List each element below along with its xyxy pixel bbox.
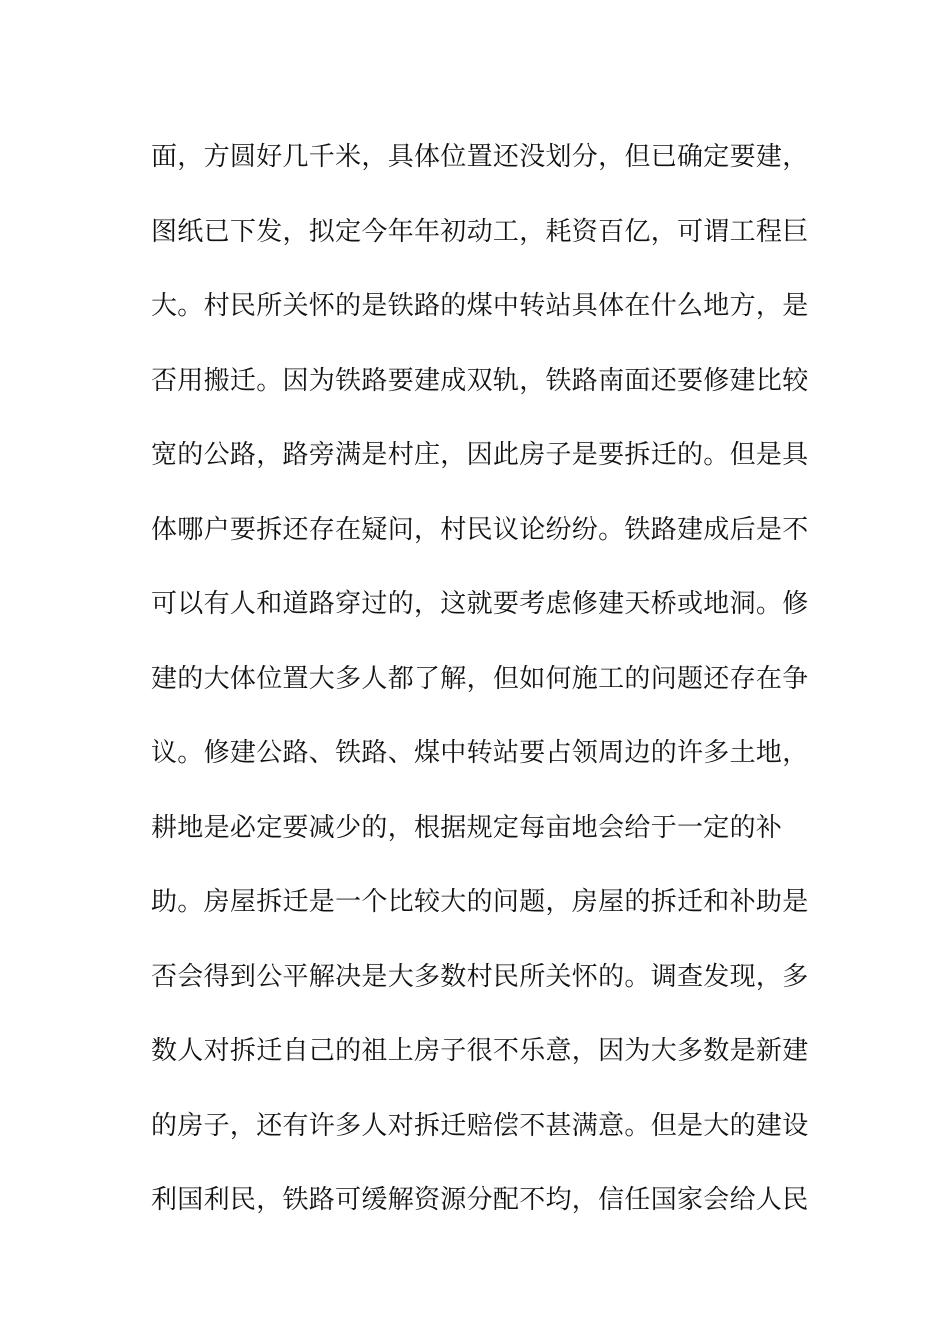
text-line: 的房子，还有许多人对拆迁赔偿不甚满意。但是大的建设	[151, 1110, 809, 1141]
text-line: 图纸已下发，拟定今年年初动工，耗资百亿，可谓工程巨	[151, 216, 809, 247]
text-line: 议。修建公路、铁路、煤中转站要占领周边的许多土地，	[151, 738, 809, 768]
text-line: 宽的公路，路旁满是村庄，因此房子是要拆迁的。但是具	[151, 440, 809, 470]
text-line: 面，方圆好几千米，具体位置还没划分，但已确定要建，	[151, 142, 809, 172]
text-line: 耕地是必定要减少的，根据规定每亩地会给于一定的补	[151, 812, 783, 843]
text-line: 否会得到公平解决是大多数村民所关怀的。调查发现，多	[151, 961, 809, 992]
text-line: 否用搬迁。因为铁路要建成双轨，铁路南面还要修建比较	[151, 365, 809, 396]
text-line: 数人对拆迁自己的祖上房子很不乐意，因为大多数是新建	[151, 1036, 809, 1066]
text-line: 助。房屋拆迁是一个比较大的问题，房屋的拆迁和补助是	[151, 887, 809, 917]
text-line: 大。村民所关怀的是铁路的煤中转站具体在什么地方，是	[151, 291, 809, 321]
text-line: 体哪户要拆还存在疑问，村民议论纷纷。铁路建成后是不	[151, 514, 809, 545]
text-line: 利国利民，铁路可缓解资源分配不均，信任国家会给人民	[151, 1185, 809, 1215]
body-text	[151, 133, 811, 1251]
text-line: 建的大体位置大多人都了解，但如何施工的问题还存在争	[151, 663, 809, 694]
text-line: 可以有人和道路穿过的，这就要考虑修建天桥或地洞。修	[151, 589, 809, 619]
